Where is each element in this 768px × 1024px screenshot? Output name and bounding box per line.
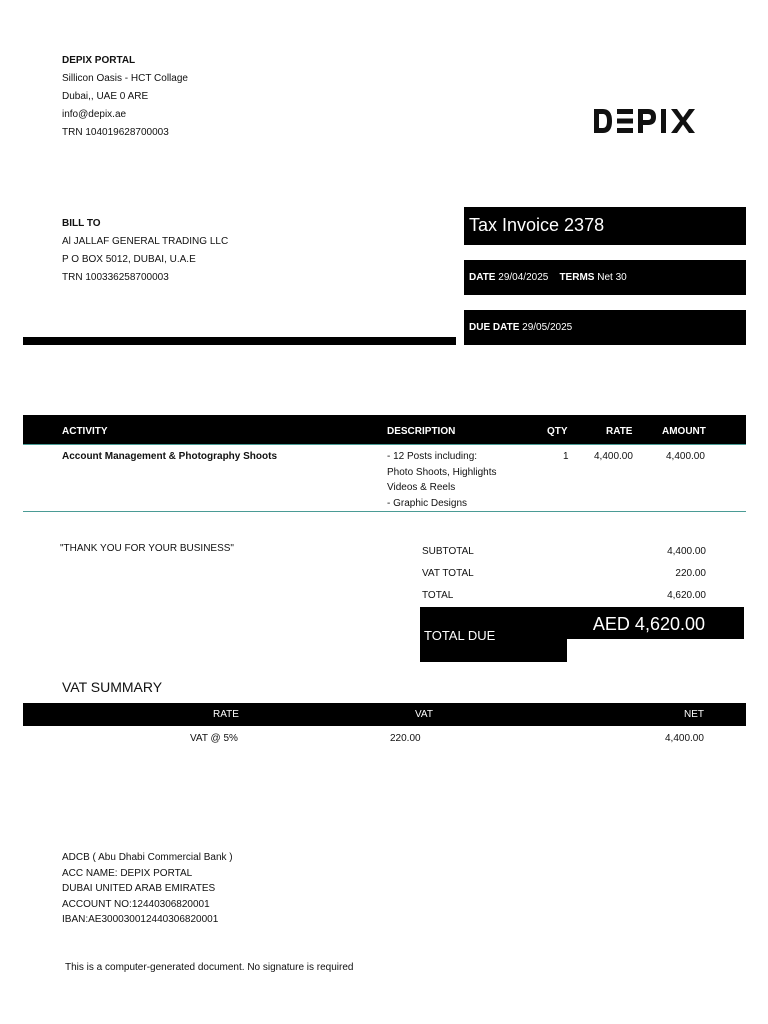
table-bottom-rule <box>23 511 746 512</box>
item-description-line: - 12 Posts including: <box>387 451 478 462</box>
total-value: 4,620.00 <box>667 590 706 601</box>
subtotal-label: SUBTOTAL <box>422 546 474 557</box>
item-rate: 4,400.00 <box>594 451 633 462</box>
item-qty: 1 <box>563 451 569 462</box>
invoice-date: 29/04/2025 <box>498 272 549 283</box>
header-divider <box>23 337 456 345</box>
vat-total-label: VAT TOTAL <box>422 568 474 579</box>
bank-country: DUBAI UNITED ARAB EMIRATES <box>62 883 216 894</box>
header-qty: QTY <box>547 426 568 437</box>
company-trn: TRN 104019628700003 <box>62 127 169 138</box>
vat-header-vat: VAT <box>415 709 433 720</box>
item-description-line: Photo Shoots, Highlights <box>387 466 497 478</box>
table-row <box>23 449 746 511</box>
vat-summary-title: VAT SUMMARY <box>62 679 163 695</box>
company-info <box>62 52 188 142</box>
total-due-amount-box <box>567 607 744 639</box>
item-description <box>387 449 497 511</box>
item-description-line: - Graphic Designs <box>387 497 468 509</box>
terms-label: TERMS <box>559 272 595 283</box>
invoice-title-box <box>464 207 746 245</box>
bill-to-trn: TRN 100336258700003 <box>62 272 169 283</box>
depix-logo <box>594 108 698 134</box>
bank-name: ADCB ( Abu Dhabi Commercial Bank ) <box>62 852 233 863</box>
bank-account-number: ACCOUNT NO:12440306820001 <box>62 898 210 910</box>
header-activity: ACTIVITY <box>62 426 108 437</box>
total-due-amount: AED 4,620.00 <box>592 614 705 634</box>
total-due-label: TOTAL DUE <box>424 628 496 643</box>
bank-iban: IBAN:AE300030012440306820001 <box>62 914 219 925</box>
vat-row-vat: 220.00 <box>390 733 421 744</box>
due-date-label: DUE DATE <box>469 322 520 333</box>
company-name: DEPIX PORTAL <box>62 55 136 66</box>
item-activity: Account Management & Photography Shoots <box>62 451 278 462</box>
vat-row-net: 4,400.00 <box>665 733 704 744</box>
invoice-date-box <box>464 260 746 295</box>
bill-to-address: P O BOX 5012, DUBAI, U.A.E <box>62 254 196 265</box>
bill-to-block <box>62 215 228 287</box>
vat-summary-header <box>23 703 746 726</box>
vat-summary-row <box>23 733 746 747</box>
total-label: TOTAL <box>422 590 454 601</box>
company-address-line-2: Dubai,, UAE 0 ARE <box>62 91 149 102</box>
vat-row-rate: VAT @ 5% <box>190 733 238 744</box>
vat-total-value: 220.00 <box>675 568 706 579</box>
company-address-line-1: Sillicon Oasis - HCT Collage <box>62 73 188 84</box>
thank-you-note: "THANK YOU FOR YOUR BUSINESS" <box>60 543 234 554</box>
header-rate: RATE <box>606 426 633 437</box>
item-description-line: Videos & Reels <box>387 482 456 493</box>
due-date-box <box>464 310 746 345</box>
company-email: info@depix.ae <box>62 109 127 120</box>
items-table-header <box>23 415 746 444</box>
footer-note: This is a computer-generated document. No signature is required <box>65 962 354 973</box>
bill-to-label: BILL TO <box>62 218 101 229</box>
invoice-terms: Net 30 <box>597 272 627 283</box>
bank-details <box>62 850 233 928</box>
header-amount: AMOUNT <box>662 426 706 437</box>
bank-account-name: ACC NAME: DEPIX PORTAL <box>62 867 193 879</box>
due-date: 29/05/2025 <box>522 322 573 333</box>
invoice-title: Tax Invoice 2378 <box>469 215 605 235</box>
vat-header-rate: RATE <box>213 709 239 720</box>
item-amount: 4,400.00 <box>666 451 705 462</box>
total-due-label-box <box>420 607 567 662</box>
header-description: DESCRIPTION <box>387 426 456 437</box>
vat-header-net: NET <box>684 709 704 720</box>
bill-to-name: Al JALLAF GENERAL TRADING LLC <box>62 236 229 247</box>
table-top-rule <box>23 444 746 445</box>
date-label: DATE <box>469 272 496 283</box>
subtotal-value: 4,400.00 <box>667 546 706 557</box>
